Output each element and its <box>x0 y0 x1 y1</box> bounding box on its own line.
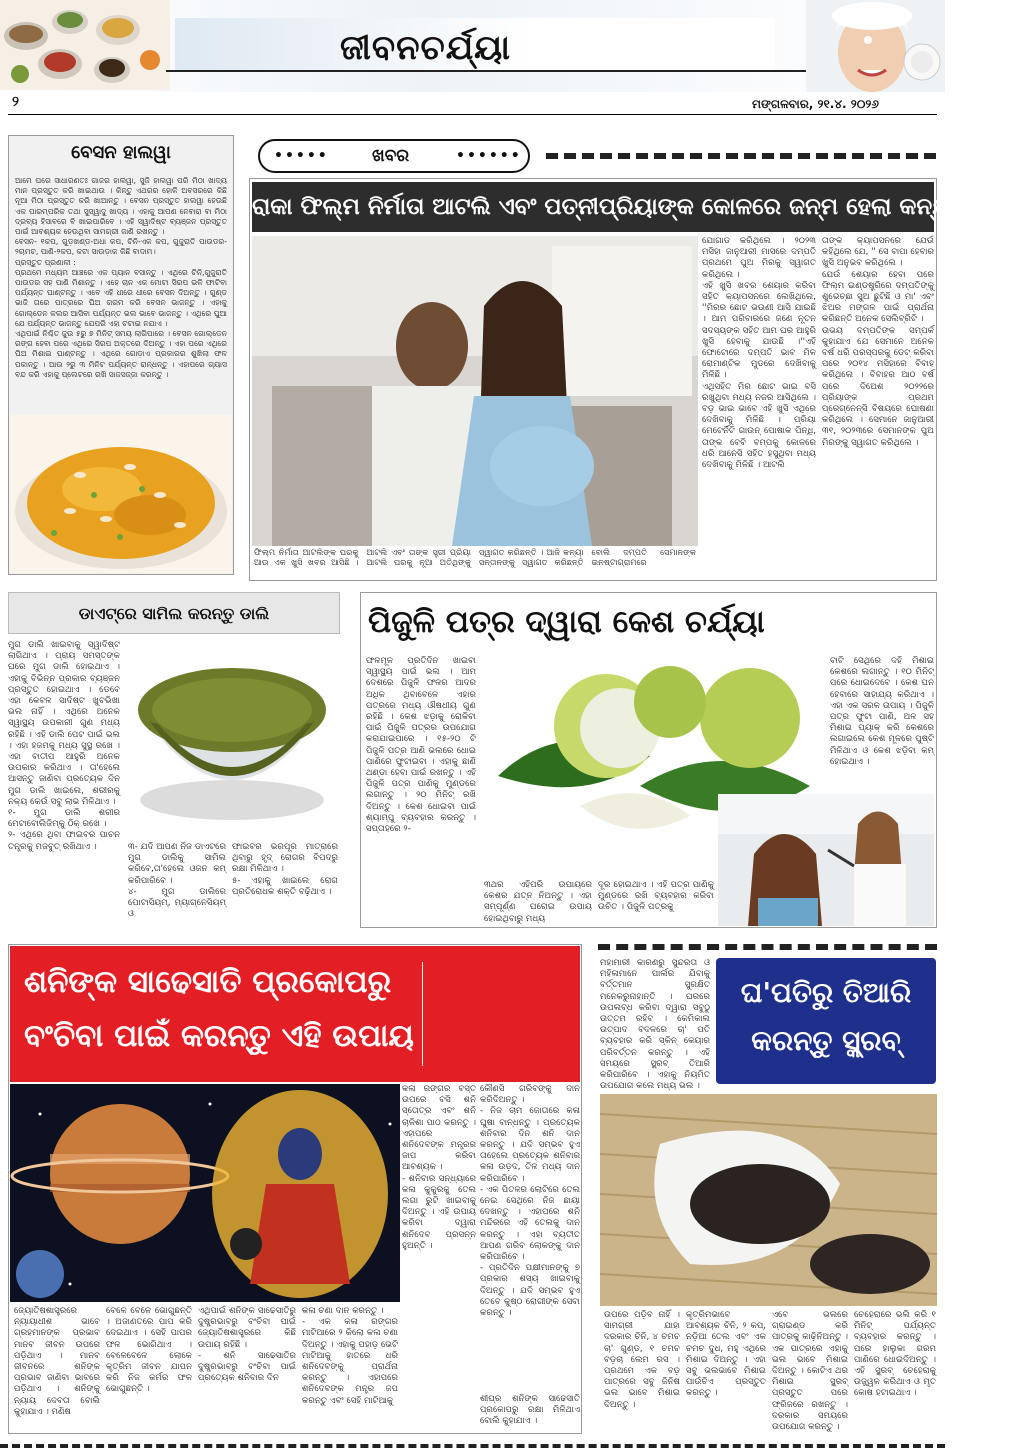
atlee-col-1: ଯୋଗାଡ କରିଥିଲେ । ୨୦୨୩ ମସିହା ଜାନୁଆରୀ ମାସରେ ଦମ୍ପତି ପ୍ରଥମେ ପୁଅ ମିରକୁ ସ୍ୱାଗତ କରିଥିଲେ । ଏହି ଖୁସି ଖବର ଶେୟାର କରିବା ସହିତ କ୍ୟାପସନରେ ଲେଖିଥିଲେ, ''ମିରର ଛୋଟ ଭଉଣୀ ଆସି ଯାଇଛି । ଆମ ପରିବାରରେ ଜଣେ ନୂତନ ସଦସ୍ୟଙ୍କ ସହିତ ଆମ ଘର ଆହୁରି ଖୁସି ହେବାକୁ ଯାଉଛି ।''ଏହି ଫୋଟୋରେ ଦମ୍ପତି ଭାବ ମିଳ ରୋମାଣ୍ଟିକ ମୁଡରେ ଦେଖିବାକୁ ମିଳିଛି । ଏଥିସହିତ ମିର ଛୋଟ ଭାଇ ବସି ରଖୁଥିବା ମଧ୍ୟ ନଜର ଆସିଥିଲେ । ବଡ଼ ଭାଇ ଭାବେ ଏହି ଖୁସି ଏଥିରେ ଦେଖିବାକୁ ମିଳିଛି । ପ୍ରିୟା ମେଟେର୍ନିଟି ଗାଉନ୍ ପୋଷାକ ପିନ୍ଧି, ତାଙ୍କ ବେବି ବମ୍ପକୁ କୋଳରେ ଧରି ଆନେସି ସହିତ ହସୁଥିବା ମଧ୍ୟ ଦେଖିବାକୁ ମିଳିଛି । ଆଟଲି <box>702 236 816 471</box>
shani-headline-line1: ଶନିଙ୍କ ସାଢେସାତି ପ୍ରକୋପରୁ <box>24 964 392 1000</box>
guava-title: ପିଜୁଳି ପତ୍ର ଦ୍ୱାରା କେଶ ଚର୍ଯ୍ୟା <box>368 604 765 640</box>
masthead-rule <box>166 70 806 72</box>
scrub-title-box <box>716 958 936 1084</box>
shani-dev-image <box>10 1084 400 1302</box>
mung-dal-image <box>126 640 338 836</box>
masthead <box>0 0 945 92</box>
scrub-top-col: ମହାମାରୀ କାରଣରୁ ସୁନ୍ଦରତା ଓ ମହିଳାମାନେ ପାର୍ଲର ଯିବାକୁ ବର୍ତ୍ତମାନ ସୁରକ୍ଷିତ ମନେକରୁନାହାନ୍ତି । ଘରରେ ଉପଲବ୍ଧ କରିବା ଦ୍ୱାରା ସବୁଠୁ ଉତ୍ତମ ରହିବ । କେମିକାଲ ଉତ୍ପାଦ ବଦଳରେ ଚା' ପତି ବ୍ୟବହାର କରି ସ୍କିନ୍ କେୟାର ପରିବର୍ତ୍ତନ କରନ୍ତୁ । ଏହି ସମୟରେ ସ୍କ୍ରବ୍ ତିଆରି କରିପାରିବେ । ଏହାକୁ ନିୟମିତ ଉପଯୋଗ କଲେ ମଧ୍ୟ ଭଲ । <box>600 958 710 1092</box>
besan-body: ଆମେ ଘରେ ସାଧାରଣତଃ ଗାଜର ହାଲୱା, ସୁଜି ହାଲୱା ପରି ମିଠା ଖାଦ୍ୟ ମାନ ପ୍ରସ୍ତୁତ କରି ଖାଇଥାଉ । କିନ୍ତୁ ଏଥରର ହୋଳି ଅବସରରେ କିଛି ନୂଆ ମିଠା ପ୍ରସ୍ତୁତ କରି ଖାଆନ୍ତୁ । ବେସନ ପ୍ରସ୍ତୁତ ହାଲୱା ହେଉଛି ଏକ ପାରମ୍ପରିକ ତଥା ସୁସ୍ୱାଦୁ ଖାଦ୍ୟ । ଏହାକୁ ଆପଣ ନେବାରା ବା ମିଠା ଦ୍ରବ୍ୟ ହିସାବରେ ବି ଖାଇପାରିବେ । ଏହି ସ୍ୱାଦିଷ୍ଟ ବ୍ୟଞ୍ଜନ ପ୍ରସ୍ତୁତ ପାଇଁ ଆବଶ୍ୟକ ହେଉଥିବା ସାମଗ୍ରୀ ଜାଣି ରଖନ୍ତୁ । ବେସନ- ୧କପ, ଗୁଡ଼ଖଣ୍ଡ-ଅଧା କପ, ଚିନି-ଏକ କପ, ଗୁଜୁରାତି ପାଉଡର- ୨ଚାମଚ, ପାଣି-୨କପ, କଟା ସାଉଡ଼ାକ କିଛି ବାଦାମ। ପ୍ରସ୍ତୁତ ପ୍ରଣାଳୀ : ପ୍ରଥମେ ମଧ୍ୟମ ଆଞ୍ଚରେ ଏକ ପ୍ୟାନ ବସାନ୍ତୁ । ଏଥିରେ ଚିନି,ଗୁଜୁରାତି ପାଉଡର ସହ ପାଣି ମିଶାନ୍ତୁ । ଏହେ ଚାନ ଏକ ମୋଟା ସିରପ ଭଳି ଫାଟିବା ପର୍ଯ୍ୟନ୍ତ ଘାଣ୍ଟନ୍ତୁ । ଏବେ ଏହି ଧୀରେ ଧୀରେ ବେସନ ଦିଅନ୍ତୁ । ଗୁଣ୍ଡ ଭାଜି ତାରେ ପାତ୍ରରେ ଘିଅ ଗରମ କରି ବେସନ ଭାଜନ୍ତୁ । ଏହାକୁ ଗୋଲ୍ଡେନ କଲର ଆସିବା ପର୍ଯ୍ୟନ୍ତ ଭଲ ଭାବେ ଭାଜନ୍ତୁ । ଏଥିରେ ଘୁଆ ଯେ ପର୍ଯ୍ୟନ୍ତ ଭାଜନ୍ତୁ ଯେପରି ଏହା ଚଟାଇ ନଯାଏ । ଏଥିପାଇଁ ନିଶ୍ଚିତ ଜୁଉ ୫ରୁ ୭ ମିନିଟ୍ ସମୟ ଲାଗିପାରେ । ବେସନ ଗୋଲ୍ଡେନ ରଙ୍ଗ ହେବା ପରେ ଏଥିରେ ସିରପ ଅକ୍ତରେ ଦିଅନ୍ତୁ । ଏହା ପରେ ଏଥିରେ ଘିଅ ମିଶାଇ ଘାଣ୍ଟନ୍ତୁ । ଏଥିରେ ଗୋଡ଼ାଏ ପ୍ରକାରର ଶୁଖିଲା ଫଳ ପକାନ୍ତୁ । ଆଉ ୨ରୁ ୩ ମିନିଟ ପର୍ଯ୍ୟନ୍ତ ରାନ୍ଧନ୍ତୁ । ଏହାପରେ ଗ୍ୟାସ ବନ୍ଦ କରି ଏହାକୁ ପ୍ଲେଟରେ ରଖି ସାଜସଜ୍ଜା କରନ୍ତୁ । <box>15 176 227 379</box>
date-line: ମଙ୍ଗଳବାର, ୨୧.୪. ୨୦୨୬ <box>752 97 879 111</box>
tea-scrub-image <box>600 1094 937 1306</box>
scrub-body-3: ଏବେ ଭଲରେ ଗ୍ରାଇଣ୍ଡ କରି ପାତ୍ରକୁ କାଢ଼ିନିଅନ୍ତୁ । ଏକ ପାତ୍ରରେ ଏହାକୁ ଭଲ ଭାବେ ମିଶାଇ ଦିଅନ୍ତୁ । କୋଟିଏ ଥର ମିଶାଇ ସ୍କ୍ରବ୍ ପ୍ରସ୍ତୁତ ପରେ ଫ୍ରିଜରେ ରଖନ୍ତୁ । ଦରକାର ସମୟରେ ଉପଯୋଗ କରନ୍ତୁ । <box>772 1310 848 1433</box>
guava-col-right: ବାଟି ସେଥିରେ ଦହି ମିଶାଇ କେଶରେ ଲଗାନ୍ତୁ । ୧୦ ମିନିଟ୍ ପରେ ଧୋଇଦେବେ । କେଶ ଘନ ହେବାରେ ସାହାଯ୍ୟ କରିଥାଏ । ଏହା ଏକ ସରଳ ଉପାୟ । ପିଜୁଳି ପତ୍ର ଫୁଟା ପାଣି, ଅଳ ସହ ମିଶାଇ ପ୍ୟାକ୍ କରି କେଶରେ ଲଗାଇଲେ କେଶ ମୂଳରେ ପୁଷ୍ଟି ମିଳିଥାଏ ଓ କେଶ ଝଡ଼ିବା କମ୍ ହୋଇଥାଏ । <box>830 656 934 767</box>
scrub-body-1: ଉପରେ ପଡ଼ିବ ନାହିଁ । ସାମଗ୍ରୀ ଯାହା ଦରକାର ଚିନି, ୪ ଚମଚ ଚା' ଗୁଣ୍ଡ, ୧ ଚମଚ ବଡ଼ଚା ଲେମ ରସ । ପ୍ରଥମେ ଏକ ବଡ଼ ପାତ୍ରରେ ସବୁ ଜିନିଷ ଭଲ ଭାବେ ମିଶାଇ ଦିଅନ୍ତୁ । <box>604 1310 680 1410</box>
scrub-title-line1: ଘ'ପତିରୁ ତିଆରି <box>740 976 912 1009</box>
dal-body-mid: ୩- ଯଦି ଆପଣ ନିଜ ଡାଏଟରେ ମୁଗ ଡାଲିକୁ ସାମିଲ କରିବେ,ତା'ହେଲେ ଓଜନ କମ୍ କରିପାରିବେ । ୪- ମୁଗ ଡାଲିରେ ପୋଟାସିୟମ୍, ମ୍ୟାଗ୍ନେସିୟମ୍ ଓ <box>128 842 226 920</box>
page-title: ଜୀବନଚର୍ଯ୍ୟା <box>340 28 511 68</box>
shani-headline-divider <box>422 962 423 1066</box>
scrub-title-line2: କରନ୍ତୁ ସ୍କ୍ରବ୍ <box>751 1024 901 1057</box>
footer-dash <box>0 1444 945 1452</box>
scrub-body-4: ଚେହେରାରେ ଭଲି କରି ୧ ମିନିଟ୍ ପର୍ଯ୍ୟନ୍ତ ବ୍ୟବହାର କରନ୍ତୁ । ପରେ ହାଲୁକା ଗରମ ପାଣିରେ ଧୋଇଦିଅନ୍ତୁ । ଏହି ସ୍କ୍ରବ୍ ଚେହେରାକୁ ଉଜ୍ଜ୍ୱଳ କରିଥାଏ ଓ ମୃତ କୋଷ ହଟାଇଥାଏ । <box>854 1310 936 1399</box>
food-bowls-image <box>0 0 170 90</box>
page-number: ୨ <box>12 94 19 110</box>
shani-body-4: କଳା ଚଣା ଦାନ କରନ୍ତୁ । - ଏକ କଳା ରଙ୍ଗର ମାଟିଆରେ ୨ କିଲୋ କଳା ଚଣା ଦିଅନ୍ତୁ । ଏହାକୁ ପହାଡ଼ ଭେଟି ମାଟିଆକୁ ହାତରେ ଧରି ଶନିଦେବଙ୍କୁ ପ୍ରାର୍ଥନା କରନ୍ତୁ । ଏହାପରେ ଶନିଦେବଙ୍କ ମନ୍ତ୍ର ଜପ କରନ୍ତୁ ଏବଂ ସେହି ମାଟିଆକୁ <box>302 1306 398 1406</box>
couple-photo <box>252 236 698 546</box>
dal-body-left: ମୁଗ ଡାଲି ଖାଇବାକୁ ସ୍ୱାଦିଷ୍ଟ ଲାଗିଥାଏ । ପ୍ରାୟ ସମସ୍ତଙ୍କ ଘରେ ମୁଗ ଡାଲି ହୋଇଥାଏ । ଏହାକୁ ବିଭିନ୍ନ ପ୍ରକାର ବ୍ୟଞ୍ଜନ ପ୍ରସ୍ତୁତ ହୋଇଥାଏ । ଡେବେ ଏହା କେବଳ ସାଦିଷ୍ଟ ଖୁବଭିଖା ଭଲ ନାହିଁ । ଏଥିରେ ଅନେକ ସ୍ୱାସ୍ଥ୍ୟ ଉପକାରୀ ଗୁଣ ମଧ୍ୟ ରହିଛି । ଏହି ଡାଲି ପେଟ ପାଇଁ ଭଲ । ଏହା ହଜମକୁ ମଧ୍ୟ ସୁସ୍ଥ ରଖେ । ଏହା ବାତୀପ ଆହୁରି ଅନେକ ଉପକାର କରିଥାଏ । ତା'ହେଲେ ଆସନ୍ତୁ ଜାଣିବା ପ୍ରତ୍ୟେକ ଦିନ ମୁଗ ଡାଲି ଖାଇଲେ, ଶରୀରକୁ ନକ୍ୟ କେଉଁ ସବୁ ଲାଭ ମିଳିଥାଏ । ୧- ମୁଗ ଡାଲି ଶରୀର ମେଟାବୋଲିଜିମ୍‌କୁ ଠିକ୍ ରଖେ । ୨- ଏଥିରେ ଥିବା ଫାଇବର ପାଚନ ତନ୍ତ୍ରକୁ ମଜବୁତ୍ ରଖିଥାଏ । <box>8 640 120 852</box>
shani-body-1: ଜ୍ୟୋତିଷଶାସ୍ତ୍ରରେ ନ୍ୟାୟାଧୀଶ ଭାବେ ଗ୍ରହମାନଙ୍କ ପ୍ରଭାବ ମାନବ ଜୀବନ ଉପରେ ପଡ଼ିଥାଏ । ମାନବ ଜୀବନରେ ଶନିଙ୍କ ପ୍ରଭାବ ଜାଣିବା ଭାବରେ ପଡ଼ିଥାଏ । ଶନିଙ୍କୁ ନ୍ୟାୟ ଦେବତା ବୋଲି କୁହାଯାଏ । ମଣିଷ <box>14 1306 100 1417</box>
atlee-caption: ଫିଲ୍ମ ନିର୍ମାତା ଆଟଲିଙ୍କ ଘରକୁ ଆଉ ଏକ ଖୁସି ଖବର ଆସିଛି । ଆଟଲି ଏବଂ ତାଙ୍କ ସ୍ତ୍ରୀ ପ୍ରିୟା ଆଟଲି ଘରକୁ ନୂଆ ଅତିଥିଙ୍କୁ ସ୍ୱାଗତ କରିଛନ୍ତି । ଆଜି କନ୍ୟା ସନ୍ତାନଙ୍କୁ ସ୍ୱାଗତ କରିଛନ୍ତି ବୋଲି ଦମ୍ପତି ସେମାନଙ୍କ ଇନଷ୍ଟାଗ୍ରାମରେ <box>254 547 696 568</box>
section-dash-line <box>546 153 936 159</box>
halwa-image <box>10 415 232 573</box>
guava-col-1: ଫଳମୂଳ ପ୍ରତିଦିନ ଖାଇବା ସ୍ୱାସ୍ଥ୍ୟ ପାଇଁ ଭଲ । ଆମ ଦେଶରେ ପିଜୁଳି ଫଳର ଆଦର ଅଧିକ ଥିବାବେଳେ ଏହାର ପତ୍ରରେ ମଧ୍ୟ ଔଷଧୀୟ ଗୁଣ ରହିଛି । କେଶ ଝଡ଼ାକୁ ରୋକିବା ପାଇଁ ପିଜୁଳି ପତ୍ରର ଉପଯୋଗ କରାଯାଇପାରେ । ୧୫-୨୦ ଟି ପିଜୁଳି ପତ୍ର ଆଣି ଭଲରେ ଧୋଇ ପାଣିରେ ଫୁଟାଇବା । ଏହାକୁ ଛାଣି ଥଣ୍ଡା ହେବା ପାଇଁ ରଖନ୍ତୁ । ଏହି ପିଜୁଳି ପତ୍ର ପାଣିକୁ ମୁଣ୍ଡରେ ଲଗାନ୍ତୁ । ୨୦ ମିନିଟ୍ ରଖି ଦିଅନ୍ତୁ । କେଶ ଧୋଇବା ପାଇଁ ଶ୍ୟାମ୍ପୁ ବ୍ୟବହାର କରନ୍ତୁ । ସପ୍ତାହରେ ୨- <box>366 656 476 835</box>
scrub-body-2: କୃତ୍ରିମଭାବେ ଆବଶ୍ୟକ ଚିନି, ୨ କପ୍, ନଡ଼ିଆ ତେଲ ଏବଂ ଏକ ଚମଚ ଦୁଧ, ମହୁ ଏଥିରେ ମିଶାଇ ଦିଅନ୍ତୁ । ଏହା ସବୁ ଭଲଭାବେ ମିଶାଇ ପାଉଁଚିଏ ପ୍ରସ୍ତୁତ କରନ୍ତୁ । <box>686 1310 766 1399</box>
section-tag <box>258 139 530 173</box>
dal-title: ଡାଏଟ୍‌ରେ ସାମିଲ କରନ୍ତୁ ଡାଲି <box>8 592 340 634</box>
shani-headline-line2: ବଂଚିବା ପାଇଁ କରନ୍ତୁ ଏହି ଉପାୟ <box>24 1018 414 1054</box>
scrub-top-dash <box>598 944 937 952</box>
skincare-woman-image <box>806 0 945 92</box>
section-dots-left: ••••• <box>274 148 329 164</box>
guava-col-3: ଦୂର ହୋଇଥାଏ । ଏହି ପତ୍ର ପାଣିକୁ ମୁଣ୍ଡରେ ରଖି ବ୍ୟବହାର କରିବା ଉଚିତ । ପିଜୁଳି ପତ୍ରକୁ <box>598 880 714 913</box>
section-dots-right: •••••• <box>456 148 522 164</box>
shani-right-col-1: କଳା ରଙ୍ଗର ବସ୍ତ ଉପରେ ବସି ଶନି ସ୍ତୋତ୍ର ଏବଂ ଶନି ଚାଳିଶା ପାଠ କରନ୍ତୁ । ଏହାପରେ ଶନିଦେବଙ୍କ ମନ୍ତ୍ରର ଜାପ କରିବା ଆବଶ୍ୟକ । - ଶନିବାର ସନ୍ଧ୍ୟାରେ କଳା କୁକୁରକୁ ତେଲ ଲଗା ରୁଟି ଖାଇବାକୁ ଦିଅନ୍ତୁ । ଏହି ଉପାୟ କରିବା ଦ୍ୱାରା ଶନିଦେବ ପ୍ରସନ୍ନ ହୁଅନ୍ତି । <box>402 1084 476 1251</box>
besan-title: ବେସନ ହାଲୱା <box>71 142 171 163</box>
header-rule <box>8 114 937 115</box>
shani-body-2: ବେଳେ ବେଳେ ଭୋଗୁଛନ୍ତି । ଅଜାଣତରେ ପାପ କରି ଦେଇଥାଏ । ସେହି ପାପର ଫଳ ଭୋଗିଥାଏ । ବେଳେବେଳେ ଲୋକେ କୃତ୍ରିମ ଜୀବନ ଯାପନ କରି ନିଜ କର୍ମର ଫଳ ଭୋଗୁଛନ୍ତି । <box>106 1306 192 1395</box>
shani-body-3: ଏଥିପାଇଁ ଶନିଙ୍କ ସାଢେସାତିରୁ ଦୁଷ୍ପ୍ରଭାବରୁ ବଂଚିବା ପାଇଁ ଜ୍ୟୋତିଷଶାସ୍ତ୍ରରେ କିଛି ଉପାୟ ରହିଛି । - ଶନି ସାଢେସାତିର ଦୁଷ୍ପ୍ରଭାବରୁ ବଂଚିବା ପାଇଁ ପ୍ରତ୍ୟେକ ଶନିବାର ଦିନ <box>198 1306 296 1384</box>
hair-salon-image <box>718 794 934 926</box>
atlee-headline: ରାକା ଫିଲ୍ମ ନିର୍ମାତା ଆଟଲି ଏବଂ ପତ୍ନୀପ୍ରିୟାଙ୍କ କୋଳରେ ଜନ୍ମ ହେଲା କନ୍ୟା ସନ୍ତାନ <box>252 182 934 232</box>
shani-body-5: ଶୀଘ୍ର ଶନିଙ୍କ ସାଢେସାତି ପ୍ରକୋପରୁ ରକ୍ଷା ମିଳିଥାଏ ବୋଲି କୁହାଯାଏ । <box>480 1394 580 1427</box>
section-label: ଖବର <box>372 146 410 166</box>
dal-body-right: ଫାଇବର ଭରପୂର ମାତ୍ରାରେ ଥିବାରୁ ହୃଦ୍ ରୋଗର ବିପଦରୁ ରକ୍ଷା ମିଳିଥାଏ । ୫- ଏହାକୁ ଖାଇଲେ ରୋଗ ପ୍ରତିରୋଧକ ଶକ୍ତି ବଢ଼ିଥାଏ । <box>232 842 338 897</box>
guava-col-2: ୩ଥର ଏହିପରି ଉପାୟରେ କେଶର ଯତ୍ନ ନିଅନ୍ତୁ । ଏହା ସମ୍ପୂର୍ଣ୍ଣ ଘରୋଇ ଉପାୟ ହୋଇଥିବାରୁ ମଧ୍ୟ <box>484 880 592 924</box>
shani-headline-box <box>10 946 580 1082</box>
atlee-col-2: ତାଙ୍କ କ୍ୟାପସନରେ ଯେଉଁ କହିଥିଲେ ଯେ, '' ସେ ବାପା ହେବାର ଖୁସି ଅନୁଭବ କରିଥିଲେ । ଯେଉଁ ଶେୟାର ହେବା ପରେ ଫିଲ୍ମ ଇଣ୍ଡଷ୍ଟ୍ରିରେ ଦମ୍ପତିଙ୍କୁ ଶୁଭେଚ୍ଛା ସୁଅ ଛୁଟିଛି ଓ ମା' ଏବଂ ଝିଅର ମଙ୍ଗଳ ପାଇଁ ପ୍ରାର୍ଥନା କରିଛନ୍ତି ଅନେକ ସେଲିବ୍ରିଟି । ଉଭୟ ଦମ୍ପତିଙ୍କ ସମ୍ପର୍କ କୁହାଯାଏ ଯେ ସେମାନେ ଅନେକ ବର୍ଷ ଧରି ପରସ୍ପରକୁ ଡେଟ୍ କରିବା ପରେ ୨୦୧୪ ମସିହାରେ ବିବାହ କରିଥିଲେ । ବିବାହର ଆଠ ବର୍ଷ ପରେ ଦିଅେଶ ୨୦୨୨ରେ ପ୍ରିୟାଙ୍କ ପ୍ରଥମ ପ୍ରେଗ୍ନେନ୍ସି ବିଷୟରେ ଘୋଷଣା କରିଥିଲେ । ସେମାନେ ଜାନୁଆରୀ ୩୧, ୨୦୨୩ରେ ସେମାନଙ୍କ ପୁଅ ମିରଙ୍କୁ ସ୍ୱାଗତ କରିଥିଲେ । <box>822 236 934 448</box>
shani-right-col-2: କୌଣସି ଗରିବଙ୍କୁ ଦାନ କରିଦିଅନ୍ତୁ । - ନିଜ ଚାମ ଜୋତାରେ କଳା ଘୁଷା ବାନ୍ଧନ୍ତୁ । ପ୍ରତ୍ୟେକ ଶନିବାର ଦିନ ଶନି ଦାନ କରନ୍ତୁ । ଯଦି ସମ୍ଭବ ହୁଏ ତାହେଲେ ପ୍ରତ୍ୟେକ ଶନିବାର କଳା ଉଡ଼ଦ, ତିଳ ମଧ୍ୟ ଦାନ କରିପାରିବେ । - ଏକ ପିତଳର ଲୋଟିରେ ତେଲ ନେଇ ସେଥିରେ ନିଜ ଛାୟା ଦେଖନ୍ତୁ । ଏହାପରେ ଶନି ମନ୍ଦିରରେ ଏହି ତେଲକୁ ଦାନ କରନ୍ତୁ । ଏହା ବ୍ୟତୀତ ଆପଣ ଗରିବ ଲୋକଙ୍କୁ ଦାନ କରିପାରିବେ । - ପ୍ରତିଦିନ ପକ୍ଷୀମାନଙ୍କୁ ୭ ପ୍ରକାର ଶସ୍ୟ ଖାଇବାକୁ ଦିଅନ୍ତୁ । ଯଦି ସମ୍ଭବ ହୁଏ ତେବେ କୁଷ୍ଠ ରୋଗୀଙ୍କ ସେବା କରନ୍ତୁ । <box>480 1084 580 1319</box>
